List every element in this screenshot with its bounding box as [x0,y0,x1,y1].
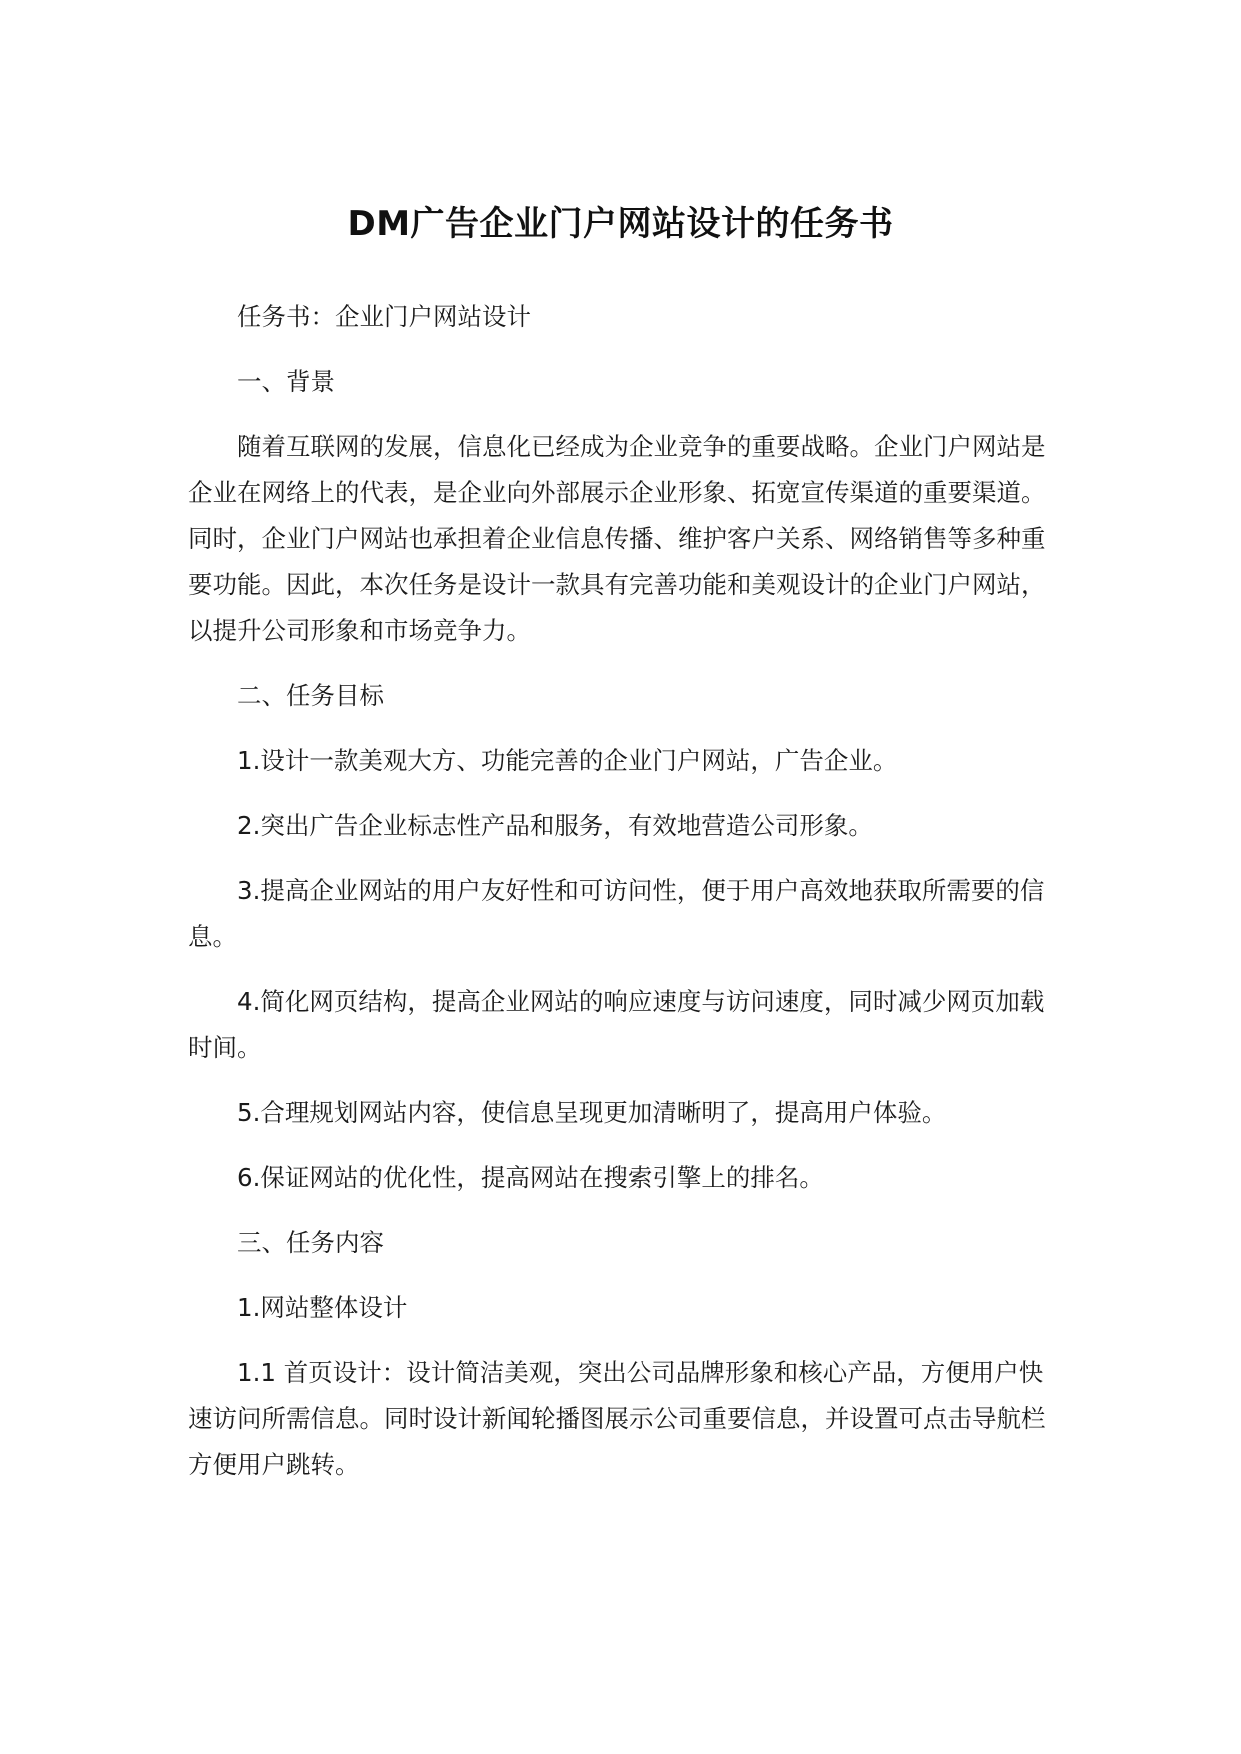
section-heading-content: 三、任务内容 [237,1228,384,1257]
paragraph-background: 随着互联网的发展，信息化已经成为企业竞争的重要战略。企业门户网站是企业在网络上的代表，是企业向外部展示企业形象、拓宽宣传渠道的重要渠道。同时，企业门户网站也承担着企业信息传播、维护客户关系、网络销售等多种重要功能。因此，本次任务是设计一款具有完善功能和美观设计的企业门户网站，以提升公司形象和市场竞争力。 [188,432,1046,645]
section-heading-goals: 二、任务目标 [237,681,384,710]
goal-item-1: 1.设计一款美观大方、功能完善的企业门户网站，广告企业。 [237,746,898,775]
goal-item-6: 6.保证网站的优化性，提高网站在搜索引擎上的排名。 [237,1163,824,1192]
document-title: DM广告企业门户网站设计的任务书 [347,203,894,244]
goal-item-5: 5.合理规划网站内容，使信息呈现更加清晰明了，提高用户体验。 [237,1098,947,1127]
paragraph-task-heading: 任务书：企业门户网站设计 [237,302,531,331]
goal-item-4: 4.简化网页结构，提高企业网站的响应速度与访问速度，同时减少网页加载时间。 [188,987,1045,1062]
section-heading-background: 一、背景 [237,367,335,396]
document-body [188,294,1058,1488]
content-item-1-1: 1.1 首页设计：设计简洁美观，突出公司品牌形象和核心产品，方便用户快速访问所需信息。同时设计新闻轮播图展示公司重要信息，并设置可点击导航栏方便用户跳转。 [188,1358,1046,1479]
content-item-1: 1.网站整体设计 [237,1293,408,1322]
goal-item-3: 3.提高企业网站的用户友好性和可访问性，便于用户高效地获取所需要的信息。 [188,876,1045,951]
goal-item-2: 2.突出广告企业标志性产品和服务，有效地营造公司形象。 [237,811,873,840]
